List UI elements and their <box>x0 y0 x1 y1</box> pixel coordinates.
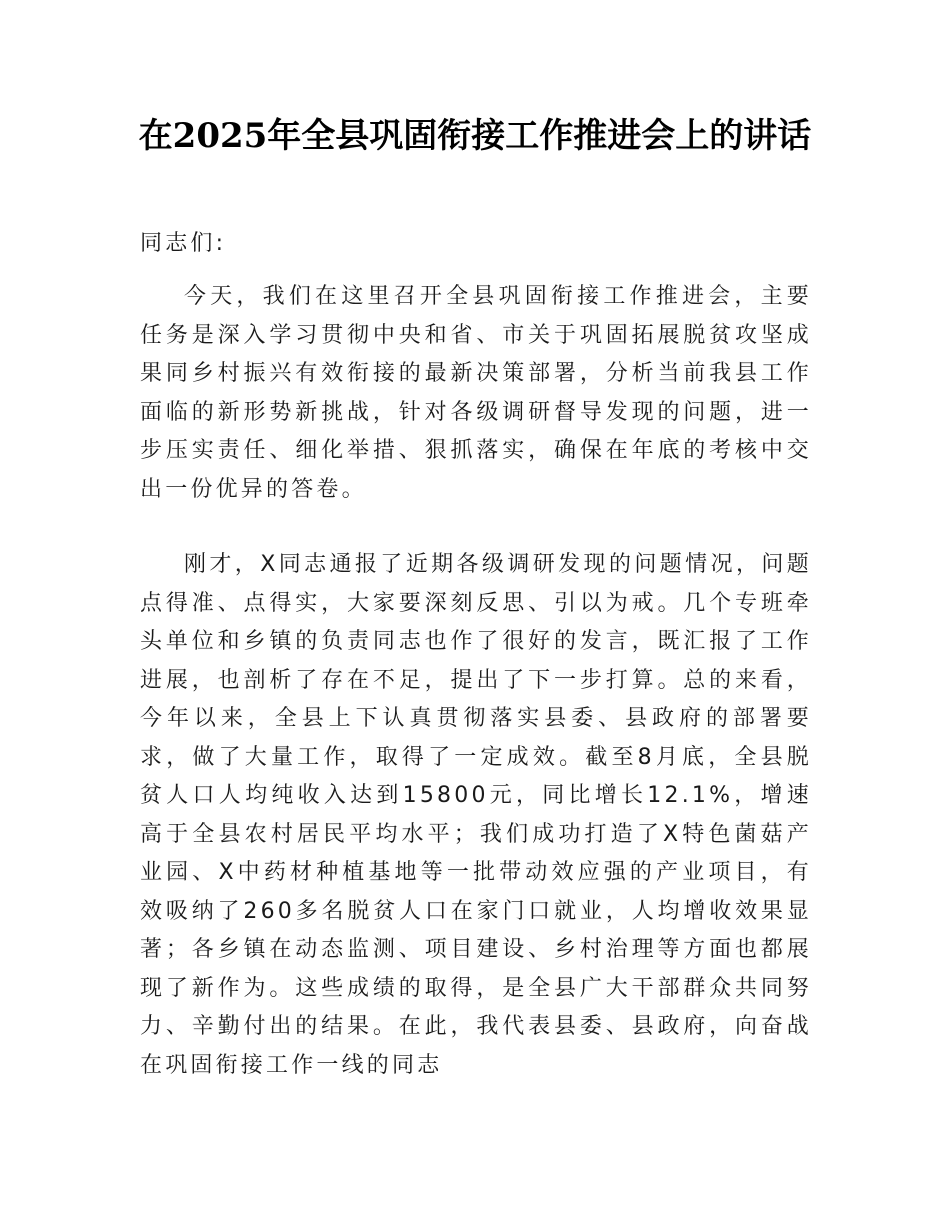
paragraph-achievements: 刚才，X同志通报了近期各级调研发现的问题情况，问题点得准、点得实，大家要深刻反思、引以为戒。几个专班牵头单位和乡镇的负责同志也作了很好的发言，既汇报了工作进展，也剖析了存在不足，提出了下一步打算。总的来看，今年以来，全县上下认真贯彻落实县委、县政府的部署要求，做了大量工作，取得了一定成效。截至8月底，全县脱贫人口人均纯收入达到15800元，同比增长12.1%，增速高于全县农村居民平均水平；我们成功打造了X特色菌菇产业园、X中药材种植基地等一批带动效应强的产业项目，有效吸纳了260多名脱贫人口在家门口就业，人均增收效果显著；各乡镇在动态监测、项目建设、乡村治理等方面也都展现了新作为。这些成绩的取得，是全县广大干部群众共同努力、辛勤付出的结果。在此，我代表县委、县政府，向奋战在巩固衔接工作一线的同志 <box>140 552 812 1078</box>
paragraph-opening: 今天，我们在这里召开全县巩固衔接工作推进会，主要任务是深入学习贯彻中央和省、市关于巩固拓展脱贫攻坚成果同乡村振兴有效衔接的最新决策部署，分析当前我县工作面临的新形势新挑战，针对各级调研督导发现的问题，进一步压实责任、细化举措、狠抓落实，确保在年底的考核中交出一份优异的答卷。 <box>140 284 812 502</box>
salutation: 同志们: <box>140 231 227 256</box>
document-title: 在2025年全县巩固衔接工作推进会上的讲话 <box>138 116 812 156</box>
